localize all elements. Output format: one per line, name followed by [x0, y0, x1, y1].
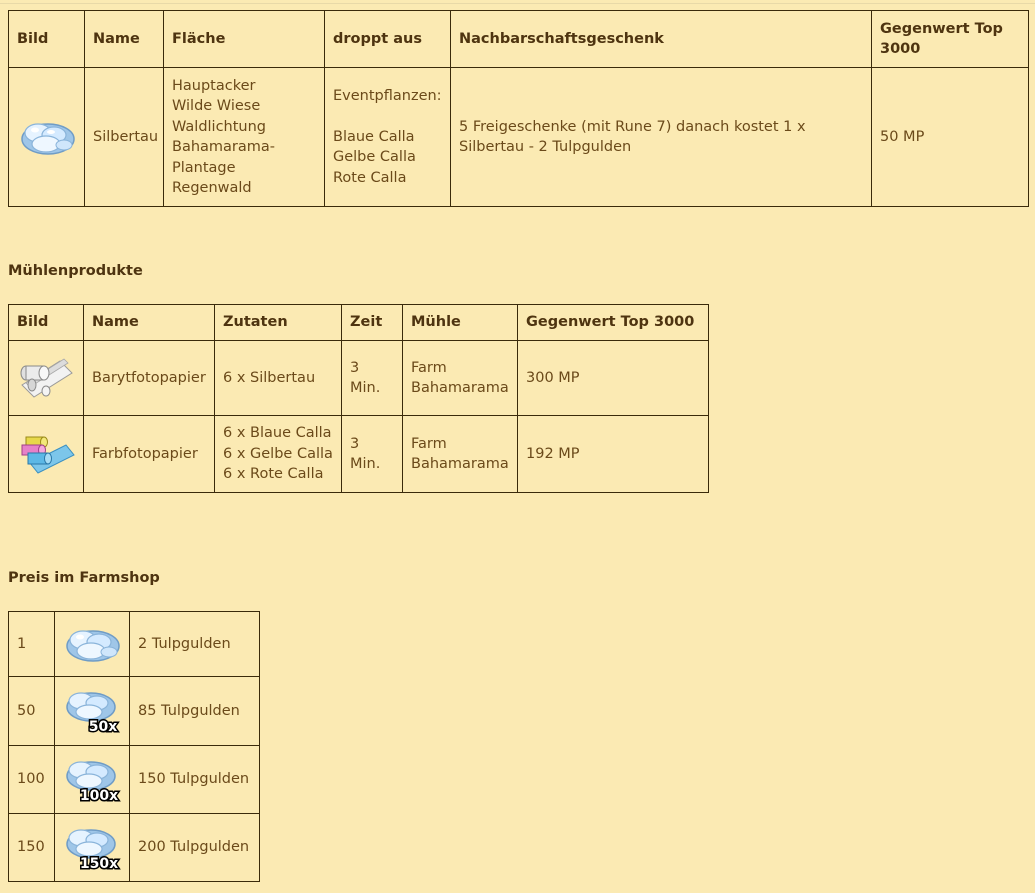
zutat-entry: 6 x Silbertau — [223, 369, 316, 386]
col-header-flaeche: Fläche — [164, 11, 325, 68]
silbertau-150x-icon — [63, 824, 121, 872]
product-image-cell — [9, 341, 84, 416]
col-header-name: Name — [84, 305, 215, 341]
item-name: Silbertau — [85, 68, 164, 207]
shop-price: 200 Tulpgulden — [130, 814, 260, 882]
shop-price: 2 Tulpgulden — [130, 612, 260, 677]
flaeche-entry: Regenwald — [172, 180, 252, 196]
flaeche-entry: Bahamarama-Plantage — [172, 139, 276, 176]
item-image-cell — [9, 68, 85, 207]
table-row — [9, 746, 260, 814]
shop-qty: 100 — [9, 746, 55, 814]
droppt-entry: Blaue Calla — [333, 128, 415, 145]
zutat-entry: 6 x Blaue Calla — [223, 425, 332, 442]
droppt-entry: Rote Calla — [333, 169, 407, 186]
silbertau-50x-icon — [63, 687, 121, 735]
product-name: Barytfotopapier — [84, 341, 215, 416]
muehlen-table-header — [9, 305, 709, 341]
item-table-header — [9, 11, 1029, 68]
farbfotopapier-icon — [16, 431, 76, 477]
quantity-badge: 50x — [88, 719, 118, 735]
shop-image-cell — [55, 814, 130, 882]
zutat-entry: 6 x Gelbe Calla — [223, 445, 333, 462]
quantity-badge: 100x — [79, 787, 119, 804]
shop-image-cell — [55, 746, 130, 814]
product-zutaten — [215, 341, 342, 416]
product-muehle: Farm Bahamarama — [403, 416, 518, 493]
flaeche-entry: Wilde Wiese — [172, 98, 261, 114]
col-header-muehle: Mühle — [403, 305, 518, 341]
shop-price: 150 Tulpgulden — [130, 746, 260, 814]
silbertau-icon — [18, 115, 76, 159]
table-row — [9, 814, 260, 882]
col-header-zeit: Zeit — [342, 305, 403, 341]
flaeche-entry: Hauptacker — [172, 77, 256, 94]
flaeche-entry: Waldlichtung — [172, 118, 267, 135]
shop-price: 85 Tulpgulden — [130, 677, 260, 746]
col-header-bild: Bild — [9, 305, 84, 341]
shop-qty: 1 — [9, 612, 55, 677]
silbertau-100x-icon — [63, 756, 121, 804]
table-row — [9, 416, 709, 493]
col-header-name: Name — [85, 11, 164, 68]
top-divider — [0, 3, 1035, 4]
product-zeit: 3 Min. — [342, 341, 403, 416]
quantity-badge: 150x — [79, 855, 119, 872]
product-gegenwert: 300 MP — [518, 341, 709, 416]
table-row — [9, 341, 709, 416]
col-header-geschenk: Nachbarschaftsgeschenk — [451, 11, 872, 68]
item-droppt — [325, 68, 451, 207]
product-gegenwert: 192 MP — [518, 416, 709, 493]
col-header-gegenwert: Gegenwert Top 3000 — [872, 11, 1029, 68]
product-zeit: 3 Min. — [342, 416, 403, 493]
col-header-droppt: droppt aus — [325, 11, 451, 68]
item-table — [8, 10, 1029, 207]
zutat-entry: 6 x Rote Calla — [223, 466, 324, 483]
shop-qty: 150 — [9, 814, 55, 882]
product-muehle: Farm Bahamarama — [403, 341, 518, 416]
droppt-spacer — [333, 106, 442, 127]
item-geschenk: 5 Freigeschenke (mit Rune 7) danach kostet 1 x Silbertau - 2 Tulpgulden — [451, 68, 872, 207]
silbertau-icon — [63, 622, 121, 666]
muehlen-table — [8, 304, 709, 493]
farmshop-heading: Preis im Farmshop — [8, 570, 160, 586]
shop-image-cell — [55, 677, 130, 746]
col-header-gegenwert: Gegenwert Top 3000 — [518, 305, 709, 341]
col-header-zutaten: Zutaten — [215, 305, 342, 341]
product-zutaten — [215, 416, 342, 493]
shop-qty: 50 — [9, 677, 55, 746]
item-flaeche — [164, 68, 325, 207]
col-header-bild: Bild — [9, 11, 85, 68]
table-row — [9, 612, 260, 677]
droppt-intro: Eventpflanzen: — [333, 87, 442, 104]
product-image-cell — [9, 416, 84, 493]
item-gegenwert: 50 MP — [872, 68, 1029, 207]
table-row — [9, 68, 1029, 207]
product-name: Farbfotopapier — [84, 416, 215, 493]
shop-image-cell — [55, 612, 130, 677]
table-row — [9, 677, 260, 746]
barytfotopapier-icon — [16, 355, 76, 401]
farmshop-table — [8, 611, 260, 882]
droppt-entry: Gelbe Calla — [333, 149, 416, 166]
muehlen-heading: Mühlenprodukte — [8, 263, 143, 279]
